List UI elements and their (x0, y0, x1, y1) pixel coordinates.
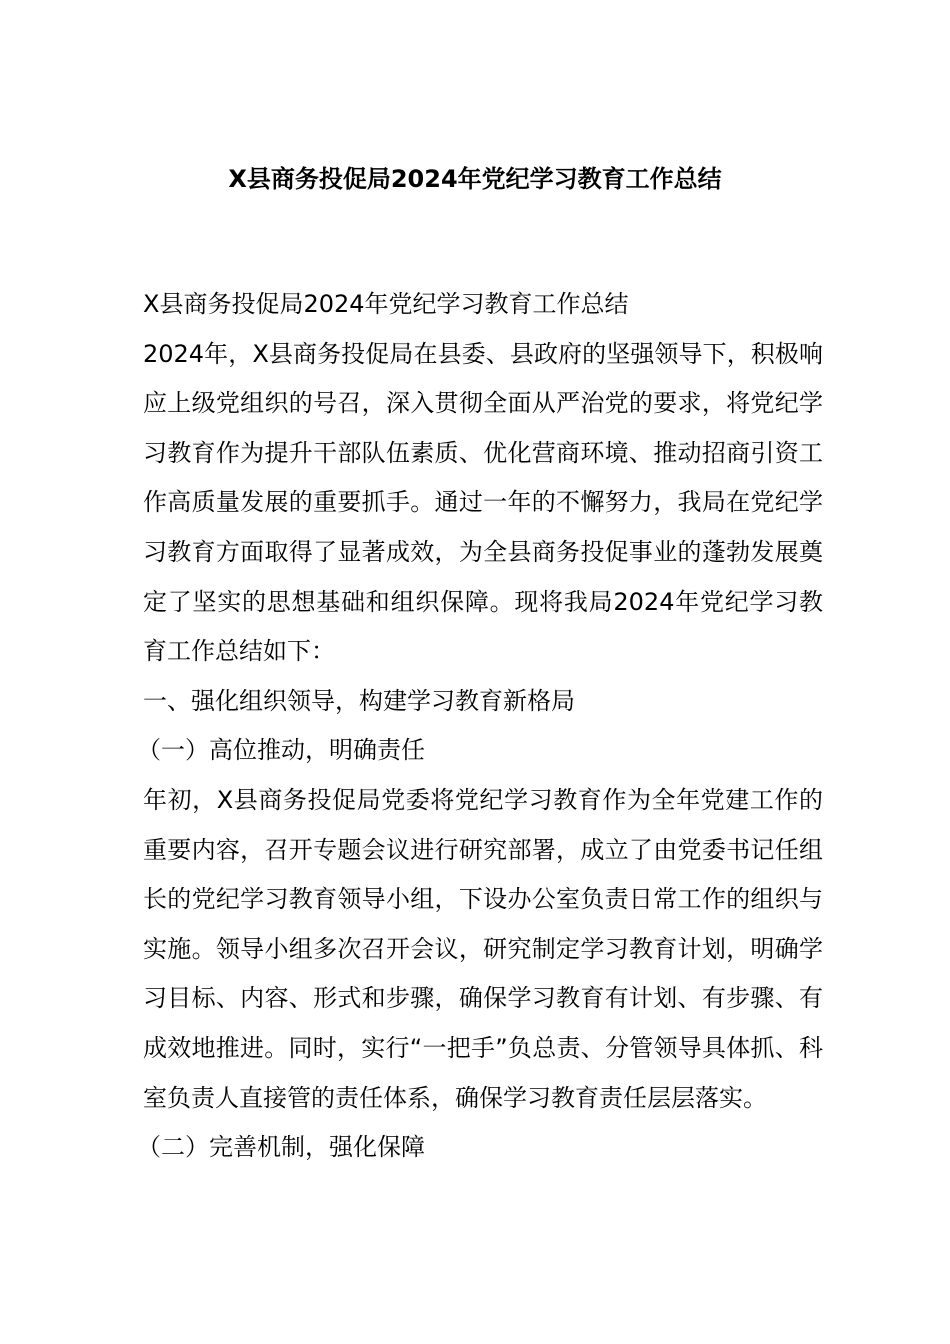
subsection-1-paragraph: 年初，X县商务投促局党委将党纪学习教育作为全年党建工作的重要内容，召开专题会议进行研究部署，成立了由党委书记任组长的党纪学习教育领导小组，下设办公室负责日常工作的组织与实施。领导小组多次召开会议，研究制定学习教育计划，明确学习目标、内容、形式和步骤，确保学习教育有计划、有步骤、有成效地推进。同时，实行“一把手”负总责、分管领导具体抓、科室负责人直接管的责任体系，确保学习教育责任层层落实。 (143, 785, 823, 1112)
subsection-heading-2: （二）完善机制，强化保障 (137, 1133, 425, 1162)
section-heading-1: 一、强化组织领导，构建学习教育新格局 (143, 686, 575, 715)
intro-paragraph: 2024年，X县商务投促局在县委、县政府的坚强领导下，积极响应上级党组织的号召，深入贯彻全面从严治党的要求，将党纪学习教育作为提升干部队伍素质、优化营商环境、推动招商引资工作高质量发展的重要抓手。通过一年的不懈努力，我局在党纪学习教育方面取得了显著成效，为全县商务投促事业的蓬勃发展奠定了坚实的思想基础和组织保障。现将我局2024年党纪学习教育工作总结如下： (143, 339, 823, 666)
body-heading: X县商务投促局2024年党纪学习教育工作总结 (143, 290, 629, 318)
subsection-heading-1: （一）高位推动，明确责任 (137, 736, 425, 765)
document-body (137, 280, 823, 1173)
document-title: X县商务投促局2024年党纪学习教育工作总结 (228, 165, 722, 193)
